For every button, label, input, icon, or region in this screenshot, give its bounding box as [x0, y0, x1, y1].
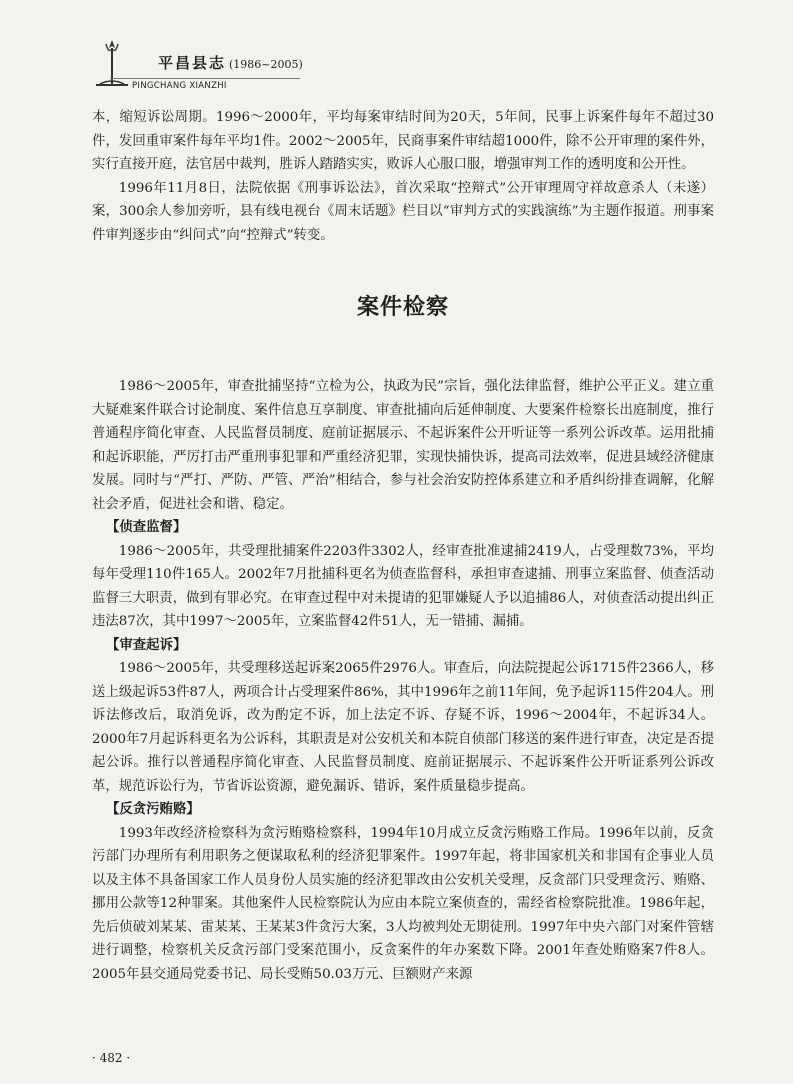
county-logo-icon: [92, 38, 132, 94]
page-content: [92, 106, 714, 986]
paragraph-trial-reform: 1996年11月8日，法院依据《刑事诉讼法》，首次采取“控辩式”公开审理周守祥故意杀人（未遂）案，300余人参加旁听，县有线电视台《周末话题》栏目以“审判方式的实践演练”为主题作报道。刑事案件审判逐步由“纠问式”向“控辩式”转变。: [92, 180, 714, 243]
header-divider: [110, 78, 300, 79]
book-pinyin: PINGCHANG XIANZHI: [132, 81, 227, 91]
paragraph-investigation-supervision: 1986～2005年，共受理批捕案件2203件3302人，经审查批准逮捕2419人，占受理数73%，平均每年受理110件165人。2002年7月批捕科更名为侦查监督科，承担审查逮捕、刑事立案监督、侦查活动监督三大职责，做到有罪必究。在审查过程中对未提请的犯罪嫌疑人予以追捕86人，对侦查活动提出纠正违法87次，其中1997～2005年，立案监督42件51人，无一错捕、漏捕。: [92, 543, 714, 629]
subheading-prosecution-review: 【审查起诉】: [106, 636, 187, 653]
subheading-anti-corruption: 【反贪污贿赂】: [106, 801, 200, 817]
book-title-text: 平昌县志: [158, 54, 227, 72]
subheading-investigation-supervision: 【侦查监督】: [106, 519, 187, 535]
book-title: [158, 52, 303, 73]
paragraph-intro: 1986～2005年，审查批捕坚持“立检为公，执政为民”宗旨，强化法律监督，维护公平正义。建立重大疑难案件联合讨论制度、案件信息互享制度、审查批捕向后延伸制度、大要案件检察长出庭制度，推行普通程序简化审查、人民监督员制度、庭前证据展示、不起诉案件公开听证等一系列公诉改革。运用批捕和起诉职能，严厉打击严重刑事犯罪和严重经济犯罪，实现快捕快诉，提高司法效率，促进县域经济健康发展。同时与“严打、严防、严管、严治”相结合，参与社会治安防控体系建立和矛盾纠纷排查调解，化解社会矛盾，促进社会和谐、稳定。: [92, 379, 714, 512]
book-years: (1986~2005): [229, 58, 303, 71]
paragraph-prosecution-review: 1986～2005年，共受理移送起诉案2065件2976人。审查后，向法院提起公诉1715件2366人，移送上级起诉53件87人，两项合计占受理案件86%，其中1996年之前11年间，免予起诉115件204人。刑诉法修改后，取消免诉，改为酌定不诉，加上法定不诉、存疑不诉，1996～2004年，不起诉34人。2000年7月起诉科更名为公诉科，其职责是对公安机关和本院自侦部门移送的案件进行审查，决定是否提起公诉。推行以普通程序简化审查、人民监督员制度、庭前证据展示、不起诉案件公开听证系列公诉改革，规范诉讼行为，节省诉讼资源，避免漏诉、错诉，案件质量稳步提高。: [92, 661, 714, 794]
page-number: · 482 ·: [92, 1051, 131, 1065]
paragraph-anti-corruption: 1993年改经济检察科为贪污贿赂检察科，1994年10月成立反贪污贿赂工作局。1996年以前，反贪污部门办理所有利用职务之便谋取私利的经济犯罪案件。1997年起，将非国家机关和非国有企事业人员以及主体不具备国家工作人员身份人员实施的经济犯罪改由公安机关受理，反贪部门只受理贪污、贿赂、挪用公款等12种罪案。其他案件人民检察院认为应由本院立案侦查的，需经省检察院批准。1986年起，先后侦破刘某某、雷某某、王某某3件贪污大案，3人均被判处无期徒刑。1997年中央六部门对案件管辖进行调整，检察机关反贪污部门受案范围小，反贪案件的年办案数下降。2001年查处贿赂案7件8人。2005年县交通局党委书记、局长受贿50.03万元、巨额财产来源: [92, 825, 714, 982]
section-title: 案件检察: [356, 295, 449, 320]
paragraph-continued: 本，缩短诉讼周期。1996～2000年，平均每案审结时间为20天，5年间，民事上诉案件每年不超过30件，发回重审案件每年平均1件。2002～2005年，民商事案件审结超1000件，除不公开审理的案件外，实行直接开庭，法官居中裁判，胜诉人踏踏实实，败诉人心服口服，增强审判工作的透明度和公开性。: [92, 110, 714, 172]
